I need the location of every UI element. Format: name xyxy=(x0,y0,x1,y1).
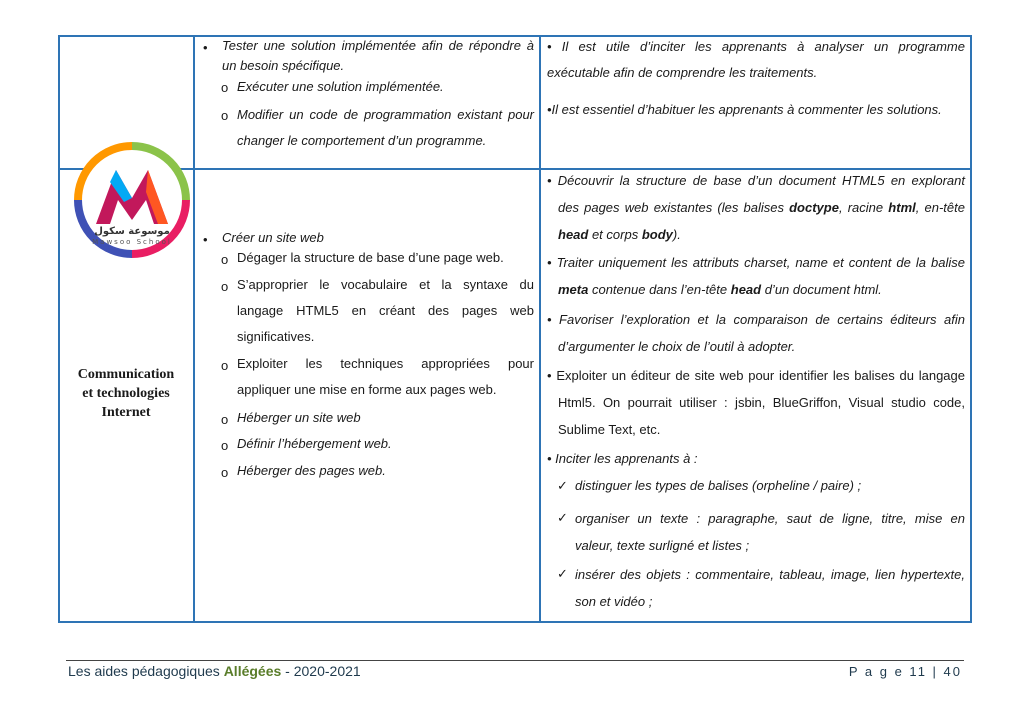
row2-sub-5: Définir l’hébergement web. xyxy=(237,436,392,451)
footer-divider xyxy=(66,660,964,661)
row2-middle-bullet: Créer un site web xyxy=(222,230,324,245)
sub-marker: o xyxy=(221,465,229,480)
mawsoo-school-logo xyxy=(74,142,190,258)
row2-sub-1: Dégager la structure de base d’une page web. xyxy=(237,250,504,265)
row2-right-b1: • Découvrir la structure de base d’un document HTML5 en explorant des pages web existantes (les balises doctype, racine html, en-tête head et corps body). xyxy=(547,173,965,242)
row2-right-c3: insérer des objets : commentaire, tableau, image, lien hypertexte, son et vidéo ; xyxy=(575,567,965,609)
row2-right-b2: • Traiter uniquement les attributs charset, name et content de la balise meta contenue dans l’en-tête head d’un document html. xyxy=(547,255,965,297)
row2-sub-3: Exploiter les techniques appropriées pour appliquer une mise en forme aux pages web. xyxy=(237,356,534,397)
domain-title: Communication et technologies Internet xyxy=(77,367,175,420)
row2-sub-2: S’approprier le vocabulaire et la syntaxe du langage HTML5 en créant des pages web significatives. xyxy=(237,277,534,344)
footer-title: Les aides pédagogiques Allégées - 2020-2021 xyxy=(68,663,361,679)
row2-right-b3: • Favoriser l’exploration et la comparaison de certains éditeurs afin d’argumenter le choix de l’outil à adopter. xyxy=(547,312,965,354)
sub-marker: o xyxy=(221,108,229,123)
checkmark-icon: ✓ xyxy=(557,566,568,581)
bullet-marker: • xyxy=(203,232,208,247)
checkmark-icon: ✓ xyxy=(557,510,568,525)
checkmark-icon: ✓ xyxy=(557,478,568,493)
row1-middle-bullet: Tester une solution implémentée afin de répondre à un besoin spécifique. xyxy=(222,38,534,73)
row1-sub-1: Exécuter une solution implémentée. xyxy=(237,79,444,94)
logo-arabic-text: موسوعة سكول xyxy=(94,226,170,237)
logo-latin-text: Mawsoo School xyxy=(92,238,172,246)
row2-sub-4: Héberger un site web xyxy=(237,410,361,425)
column-divider-2 xyxy=(539,35,541,623)
row2-right-b4: • Exploiter un éditeur de site web pour identifier les balises du langage Html5. On pourrait utiliser : jsbin, BlueGriffon, Visual studio code, Sublime Text, etc. xyxy=(547,368,965,437)
sub-marker: o xyxy=(221,80,229,95)
row1-right-p1: • Il est utile d’inciter les apprenants à analyser un programme exécutable afin de comprendre les traitements. xyxy=(547,39,965,80)
bullet-marker: • xyxy=(203,40,208,55)
row1-right-p2: •Il est essentiel d’habituer les apprenants à commenter les solutions. xyxy=(547,102,942,117)
sub-marker: o xyxy=(221,279,229,294)
sub-marker: o xyxy=(221,358,229,373)
sub-marker: o xyxy=(221,438,229,453)
row1-sub-2: Modifier un code de programmation existant pour changer le comportement d’un programme. xyxy=(237,107,534,148)
column-divider-1 xyxy=(193,35,195,623)
row2-right-b5: • Inciter les apprenants à : xyxy=(547,451,698,466)
sub-marker: o xyxy=(221,252,229,267)
row2-sub-6: Héberger des pages web. xyxy=(237,463,386,478)
row2-right-c1: distinguer les types de balises (orpheline / paire) ; xyxy=(575,478,862,493)
sub-marker: o xyxy=(221,412,229,427)
row2-right-c2: organiser un texte : paragraphe, saut de ligne, titre, mise en valeur, texte surligné et listes ; xyxy=(575,511,965,553)
page-number: P a g e 11 | 40 xyxy=(848,664,962,679)
